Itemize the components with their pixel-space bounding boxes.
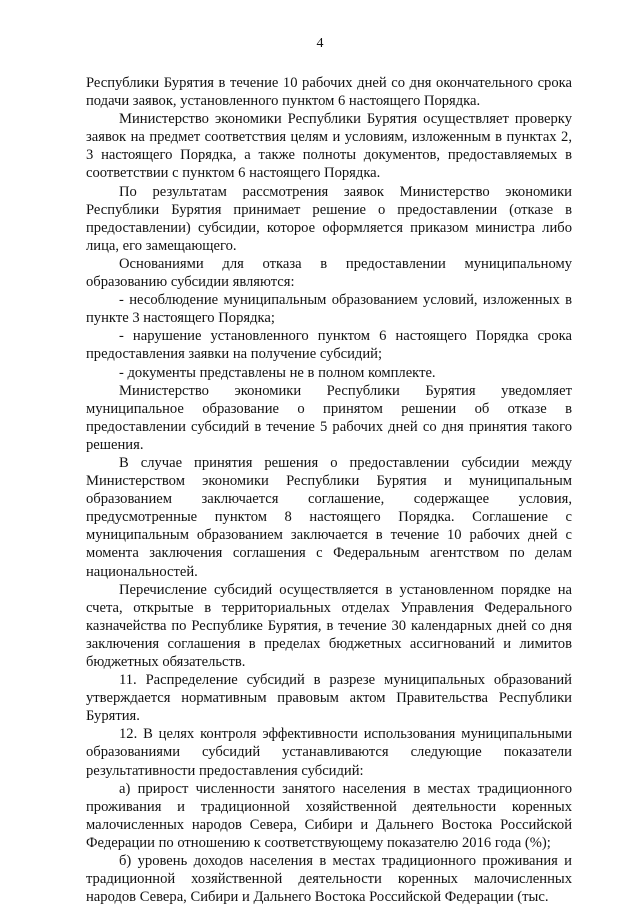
list-item-noncompliance: - несоблюдение муниципальным образованием условий, изложенных в пункте 3 настоящего Порядка;	[86, 292, 572, 327]
paragraph-item-11: 11. Распределение субсидий в разрезе муниципальных образований утверждается нормативным правовым актом Правительства Республики Бурятия.	[86, 672, 572, 725]
list-item-deadline-violation: - нарушение установленного пунктом 6 настоящего Порядка срока предоставления заявки на получение субсидий;	[86, 328, 572, 363]
paragraph-agreement: В случае принятия решения о предоставлении субсидии между Министерством экономики Республики Бурятия и муниципальным образованием заключается соглашение, содержащее условия, предусмотренные пунктом 8 настоящего Порядка. Соглашение с муниципальным образованием заключается в течение 10 рабочих дней с момента заключения соглашения с Федеральным агентством по делам национальностей.	[86, 454, 572, 580]
paragraph-indicator-a: а) прирост численности занятого населения в местах традиционного проживания и традиционной хозяйственной деятельности коренных малочисленных народов Севера, Сибири и Дальнего Востока Российской Федерации по отношению к соответствующему показателю 2016 года (%);	[86, 780, 572, 851]
paragraph-indicator-b: б) уровень доходов населения в местах традиционного проживания и традиционной хозяйственной деятельности коренных малочисленных народов Севера, Сибири и Дальнего Востока Российской Федерации (тыс.	[86, 853, 572, 906]
paragraph-refusal-grounds: Основаниями для отказа в предоставлении муниципальному образованию субсидии являются:	[86, 255, 572, 291]
paragraph-continuation: Республики Бурятия в течение 10 рабочих дней со дня окончательного срока подачи заявок, установленного пунктом 6 настоящего Порядка.	[86, 75, 572, 110]
paragraph-item-12: 12. В целях контроля эффективности использования муниципальными образованиями субсидий устанавливаются следующие показатели результативности предоставления субсидий:	[86, 726, 572, 779]
list-item-incomplete-documents: - документы представлены не в полном комплекте.	[119, 364, 436, 381]
paragraph-application-check: Министерство экономики Республики Бурятия осуществляет проверку заявок на предмет соответствия целям и условиям, изложенным в пунктах 2, 3 настоящего Порядка, а также полноты документов, предоставляемых в соответствии с пунктом 6 настоящего Порядка.	[86, 111, 572, 182]
document-body	[86, 74, 572, 906]
page-number: 4	[316, 36, 324, 51]
paragraph-refusal-notice: Министерство экономики Республики Бурятия уведомляет муниципальное образование о принятом решении об отказе в предоставлении субсидий в течение 5 рабочих дней со дня принятия такого решения.	[86, 382, 572, 453]
paragraph-transfer: Перечисление субсидий осуществляется в установленном порядке на счета, открытые в территориальных отделах Управления Федерального казначейства по Республике Бурятия, в течение 30 календарных дней со дня заключения соглашения в пределах бюджетных ассигнований и лимитов бюджетных обязательств.	[86, 581, 572, 670]
paragraph-decision: По результатам рассмотрения заявок Министерство экономики Республики Бурятия принимает решение о предоставлении (отказе в предоставлении) субсидии, которое оформляется приказом министра либо лица, его замещающего.	[86, 183, 572, 254]
